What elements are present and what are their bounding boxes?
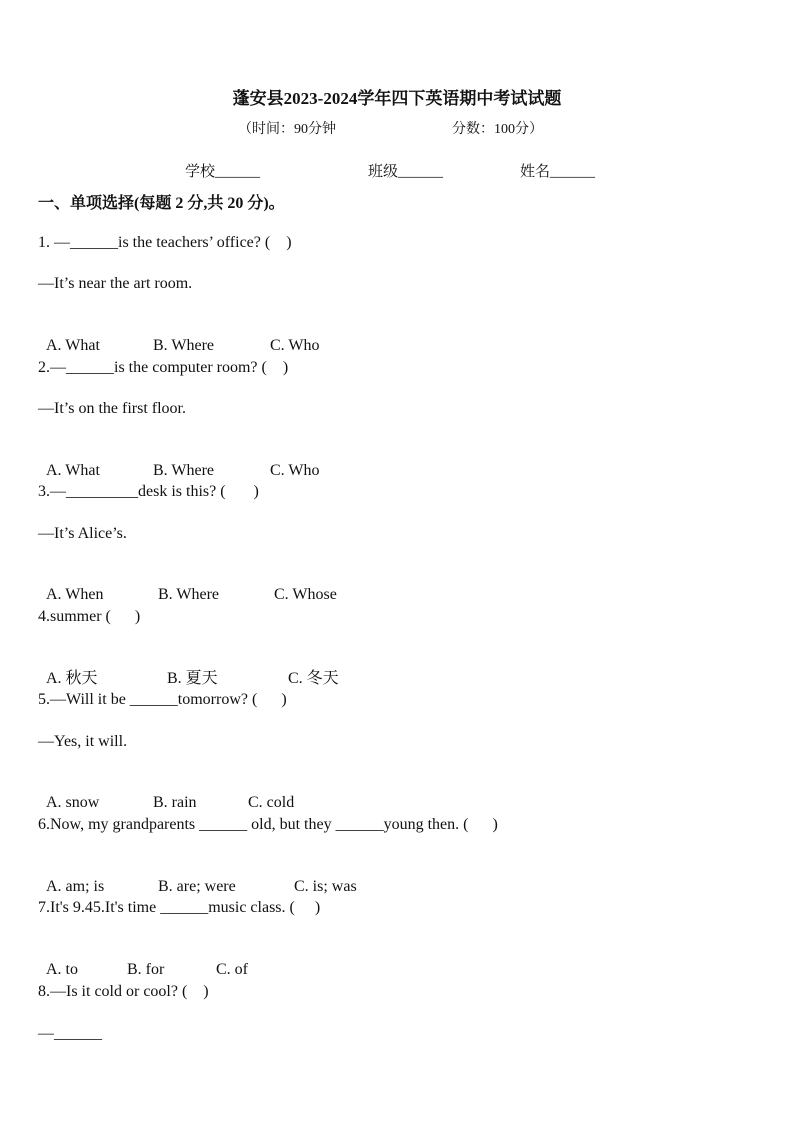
question-4-options xyxy=(38,649,339,689)
section-title: 一、单项选择(每题 2 分,共 20 分)。 xyxy=(38,195,285,212)
question-4-stem: 4.summer ( ) xyxy=(38,608,141,625)
exam-time: （时间：90分钟 xyxy=(238,122,336,137)
option-c[interactable]: C. is; was xyxy=(294,878,357,895)
option-c[interactable]: C. Who xyxy=(270,337,320,354)
question-8-stem: 8.—Is it cold or cool? ( ) xyxy=(38,983,209,1000)
option-a[interactable]: A. to xyxy=(46,961,78,978)
question-1-answer: —It’s near the art room. xyxy=(38,275,193,292)
option-b[interactable]: B. Where xyxy=(153,462,215,479)
question-7-options xyxy=(38,940,248,980)
option-c[interactable]: C. Whose xyxy=(274,586,337,603)
option-a[interactable]: A. What xyxy=(46,337,100,354)
question-2-options xyxy=(38,441,319,481)
option-b[interactable]: B. Where xyxy=(158,586,220,603)
option-a[interactable]: A. When xyxy=(46,586,104,603)
school-field: 学校______ xyxy=(185,164,261,180)
option-b[interactable]: B. rain xyxy=(153,794,197,811)
question-6-options xyxy=(38,857,357,897)
question-1-stem: 1. —______is the teachers’ office? ( ) xyxy=(38,234,292,251)
option-c[interactable]: C. cold xyxy=(248,794,295,811)
question-5-options xyxy=(38,773,294,813)
question-8-answer[interactable]: —______ xyxy=(38,1025,102,1042)
question-5-answer: —Yes, it will. xyxy=(38,733,128,750)
question-2-answer: —It’s on the first floor. xyxy=(38,400,186,417)
question-1-options xyxy=(38,316,319,356)
page-title: 蓬安县2023-2024学年四下英语期中考试试题 xyxy=(232,89,562,108)
option-a[interactable]: A. 秋天 xyxy=(46,670,98,687)
name-field: 姓名______ xyxy=(520,164,596,180)
option-c[interactable]: C. Who xyxy=(270,462,320,479)
exam-meta xyxy=(0,118,794,138)
question-5-stem: 5.—Will it be ______tomorrow? ( ) xyxy=(38,691,287,708)
option-b[interactable]: B. for xyxy=(127,961,165,978)
exam-score: 分数：100分） xyxy=(452,122,543,137)
option-a[interactable]: A. What xyxy=(46,462,100,479)
question-6-stem: 6.Now, my grandparents ______ old, but they ______young then. ( ) xyxy=(38,816,498,833)
option-b[interactable]: B. are; were xyxy=(158,878,236,895)
option-c[interactable]: C. of xyxy=(216,961,248,978)
option-a[interactable]: A. snow xyxy=(46,794,100,811)
option-c[interactable]: C. 冬天 xyxy=(288,670,339,687)
question-3-options xyxy=(38,565,337,605)
option-b[interactable]: B. 夏天 xyxy=(167,670,218,687)
question-3-answer: —It’s Alice’s. xyxy=(38,525,127,542)
option-a[interactable]: A. am; is xyxy=(46,878,105,895)
question-3-stem: 3.—_________desk is this? ( ) xyxy=(38,483,259,500)
student-info xyxy=(0,160,794,180)
option-b[interactable]: B. Where xyxy=(153,337,215,354)
question-2-stem: 2.—______is the computer room? ( ) xyxy=(38,359,289,376)
class-field: 班级______ xyxy=(368,164,444,180)
question-7-stem: 7.It's 9.45.It's time ______music class. ( ) xyxy=(38,899,321,916)
